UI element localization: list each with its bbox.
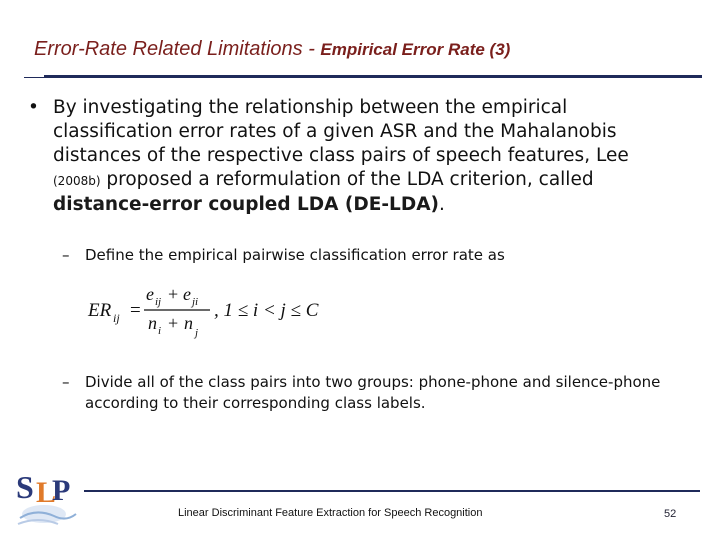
slp-logo	[14, 458, 80, 530]
formula-den-a-sub: i	[158, 325, 162, 337]
subbullet-marker: –	[62, 373, 70, 391]
formula-num-a-sub: ij	[155, 296, 162, 308]
formula-den-plus: +	[168, 313, 179, 333]
subbullet-text: Divide all of the class pairs into two groups: phone-phone and silence-phone according to their corresponding class labels.	[85, 373, 661, 412]
formula-den-b: n	[184, 313, 193, 333]
footer-text: Linear Discriminant Feature Extraction for Speech Recognition	[178, 507, 483, 519]
formula-num-b: e	[183, 284, 191, 304]
main-bullet	[28, 96, 668, 217]
svg-text:S: S	[16, 469, 34, 505]
bullet-marker: •	[28, 97, 39, 118]
emphasis-term: distance-error coupled LDA (DE-LDA)	[53, 194, 439, 215]
formula-den-b-sub: j	[195, 327, 199, 339]
bullet-text	[53, 96, 668, 217]
bullet-text-start: By investigating the relationship between the empirical classification error rates of a given ASR and the Mahalanobis distances of the respective class pairs of speech features, Lee	[53, 97, 629, 166]
slide-title	[34, 38, 510, 61]
svg-text:L: L	[36, 476, 57, 509]
svg-text:P: P	[52, 474, 71, 507]
subbullet-define	[62, 245, 682, 265]
formula-lhs-sub: ij	[113, 311, 120, 325]
bullet-text-middle: proposed a reformulation of the LDA criterion, called	[100, 169, 594, 190]
formula-num-a: e	[146, 284, 154, 304]
title-rule	[44, 75, 702, 78]
title-main: Error-Rate Related Limitations -	[34, 38, 321, 60]
formula-lhs: ER	[88, 300, 112, 321]
subbullet-text: Define the empirical pairwise classification error rate as	[85, 246, 505, 264]
formula-condition: , 1 ≤ i < j ≤ C	[214, 300, 319, 321]
subbullet-divide	[62, 372, 682, 414]
footer-rule	[84, 490, 700, 492]
formula-equals: =	[130, 300, 141, 321]
bullet-text-end: .	[438, 194, 445, 215]
title-rule-accent	[24, 77, 46, 78]
title-subtitle: Empirical Error Rate (3)	[320, 40, 511, 59]
formula-den-a: n	[148, 313, 157, 333]
error-rate-formula	[86, 282, 336, 342]
formula-num-b-sub: ji	[192, 296, 199, 308]
formula-plus: +	[168, 284, 179, 304]
subbullet-marker: –	[62, 246, 70, 264]
citation: (2008b)	[53, 174, 101, 188]
page-number: 52	[664, 508, 677, 520]
